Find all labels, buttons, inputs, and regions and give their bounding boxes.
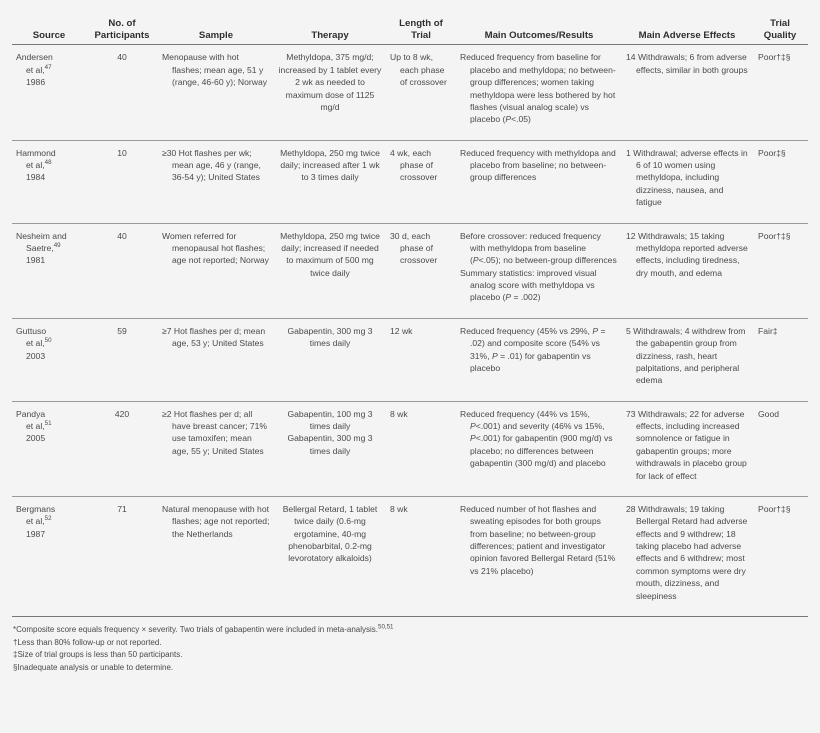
table-row xyxy=(12,401,808,496)
outcome-text: Reduced frequency with methyldopa and placebo from baseline; no between-group differences xyxy=(460,147,616,183)
cell-main-adverse-effects xyxy=(622,318,752,401)
cell-main-adverse-effects xyxy=(622,401,752,496)
table-row xyxy=(12,140,808,223)
table-body xyxy=(12,45,808,617)
cell-sample xyxy=(158,45,274,140)
sample-text: Women referred for menopausal hot flashes; age not reported; Norway xyxy=(162,230,269,266)
trial-quality-value: Poor‡§ xyxy=(758,147,786,158)
cell-main-adverse-effects xyxy=(622,223,752,318)
column-header-source xyxy=(12,18,86,45)
participants-value: 40 xyxy=(117,52,127,63)
source-name: Hammond xyxy=(16,147,56,158)
outcome-text: Reduced frequency (44% vs 15%, P<.001) and severity (46% vs 15%, P<.001) for gabapentin (900 mg/d) vs placebo; no differences between gabapentin (300 mg/d) and placebo xyxy=(460,408,613,469)
table-row xyxy=(12,496,808,616)
therapy-text: Methyldopa, 250 mg twice daily; increased if needed to maximum of 500 mg twice daily xyxy=(280,230,380,278)
cell-main-outcomes xyxy=(456,401,622,496)
cell-sample xyxy=(158,496,274,616)
cell-source xyxy=(12,318,86,401)
cell-therapy xyxy=(274,401,386,496)
trial-quality-value: Good xyxy=(758,408,780,419)
cell-participants xyxy=(86,223,158,318)
footnote-marker: § xyxy=(13,662,18,672)
source-year: 2003 xyxy=(26,350,46,361)
therapy-block xyxy=(278,325,382,350)
header-label-quality-line1: Trial xyxy=(770,18,790,29)
outcome-text: Reduced number of hot flashes and sweating episodes for both groups from baseline; no between-group differences; patient and investigator opinion favored Bellergal Retard (51% vs 21% placebo) xyxy=(460,503,616,576)
source-citation: Saetre,$^{49}$ xyxy=(26,242,61,253)
length-text: 12 wk xyxy=(390,325,413,336)
cell-main-outcomes xyxy=(456,223,622,318)
therapy-text: Methyldopa, 375 mg/d; increased by 1 tablet every 2 wk as needed to maximum dose of 1125 mg/d xyxy=(278,52,382,112)
header-label-length-line2: Trial xyxy=(411,29,431,41)
source-name: Bergmans xyxy=(16,503,56,514)
source-reference-number: 50 xyxy=(44,337,52,345)
therapy-text: Gabapentin, 300 mg 3 times daily xyxy=(287,433,373,456)
header-label-adverse: Main Adverse Effects xyxy=(638,29,736,41)
column-header-length-of-trial xyxy=(386,18,456,45)
source-reference-number: 47 xyxy=(44,63,52,71)
footnote xyxy=(13,649,808,662)
cell-trial-quality xyxy=(752,496,808,616)
cell-source xyxy=(12,45,86,140)
adverse-text: 5 Withdrawals; 4 withdrew from the gabapentin group from dizziness, rash, heart palpitations, and peripheral edema xyxy=(626,325,746,386)
footnote-text: Size of trial groups is less than 50 participants. xyxy=(17,650,183,660)
participants-value: 420 xyxy=(114,408,130,419)
source-reference-number: 52 xyxy=(44,515,52,523)
trial-quality-value: Poor†‡§ xyxy=(758,52,791,63)
header-label-outcomes: Main Outcomes/Results xyxy=(484,29,594,41)
footnote-marker: ‡ xyxy=(13,650,18,660)
cell-trial-quality xyxy=(752,401,808,496)
cell-main-adverse-effects xyxy=(622,45,752,140)
footnote-text: Less than 80% follow-up or not reported. xyxy=(17,637,162,647)
cell-trial-quality xyxy=(752,223,808,318)
therapy-block xyxy=(278,51,382,113)
therapy-block xyxy=(278,230,382,280)
footnote-text: Composite score equals frequency × severity. Two trials of gabapentin were included in meta-analysis. xyxy=(16,624,379,634)
cell-length-of-trial xyxy=(386,223,456,318)
cell-source xyxy=(12,401,86,496)
length-text: 30 d, each phase of crossover xyxy=(390,230,438,266)
cell-source xyxy=(12,140,86,223)
cell-therapy xyxy=(274,496,386,616)
length-text: Up to 8 wk, each phase of crossover xyxy=(390,52,447,88)
participants-value: 40 xyxy=(117,230,127,241)
cell-trial-quality xyxy=(752,45,808,140)
table-header xyxy=(12,18,808,45)
cell-length-of-trial xyxy=(386,496,456,616)
source-citation: et al,$^{48}$ xyxy=(26,159,52,171)
therapy-text: Methyldopa, 250 mg twice daily; increased after 1 wk to 3 times daily xyxy=(280,147,380,183)
table-row xyxy=(12,45,808,140)
footnote-marker: * xyxy=(13,624,17,634)
cell-main-outcomes xyxy=(456,496,622,616)
outcome-text: Before crossover: reduced frequency with methyldopa from baseline (P<.05); no between-group differences xyxy=(460,230,617,266)
cell-sample xyxy=(158,140,274,223)
footnote xyxy=(13,637,808,650)
cell-participants xyxy=(86,45,158,140)
participants-value: 10 xyxy=(117,147,127,158)
evidence-table-container xyxy=(0,18,820,733)
cell-length-of-trial xyxy=(386,140,456,223)
source-name: Nesheim and xyxy=(16,230,67,241)
therapy-block xyxy=(278,408,382,458)
source-citation: et al,$^{47}$ xyxy=(26,63,52,75)
cell-therapy xyxy=(274,45,386,140)
header-label-participants-line1: No. of xyxy=(108,18,136,29)
cell-source xyxy=(12,496,86,616)
column-header-participants xyxy=(86,18,158,45)
cell-main-adverse-effects xyxy=(622,140,752,223)
cell-length-of-trial xyxy=(386,318,456,401)
column-header-therapy xyxy=(274,18,386,45)
cell-source xyxy=(12,223,86,318)
cell-main-outcomes xyxy=(456,45,622,140)
cell-participants xyxy=(86,496,158,616)
source-name: Andersen xyxy=(16,52,53,63)
cell-therapy xyxy=(274,223,386,318)
table-row xyxy=(12,318,808,401)
cell-sample xyxy=(158,401,274,496)
length-text: 4 wk, each phase of crossover xyxy=(390,147,438,183)
source-citation: et al,$^{52}$ xyxy=(26,515,52,527)
trial-quality-value: Poor†‡§ xyxy=(758,503,791,514)
adverse-text: 28 Withdrawals; 19 taking Bellergal Retard had adverse effects and 9 withdrew; 18 taking placebo had adverse effects and 6 withdrew; most common symptoms were dry mouth, dizziness, and sleepiness xyxy=(626,503,748,601)
therapy-text: Gabapentin, 300 mg 3 times daily xyxy=(287,325,373,349)
therapy-text: Gabapentin, 100 mg 3 times daily xyxy=(287,408,373,432)
header-label-source: Source xyxy=(32,29,66,41)
therapy-block xyxy=(278,147,382,184)
sample-text: ≥2 Hot flashes per d; all have breast cancer; 71% use tamoxifen; mean age, 55 y; United States xyxy=(162,408,268,456)
cell-main-adverse-effects xyxy=(622,496,752,616)
participants-value: 59 xyxy=(117,325,127,336)
sample-text: Natural menopause with hot flashes; age not reported; the Netherlands xyxy=(162,503,270,539)
source-reference-number: 51 xyxy=(44,420,52,428)
header-row xyxy=(12,18,808,45)
outcome-text: Reduced frequency (45% vs 29%, P = .02) and composite score (54% vs 31%, P = .01) for gabapentin vs placebo xyxy=(460,325,606,373)
source-year: 1981 xyxy=(26,255,46,266)
cell-sample xyxy=(158,223,274,318)
cell-participants xyxy=(86,401,158,496)
source-year: 1984 xyxy=(26,172,46,183)
source-name: Guttuso xyxy=(16,325,47,336)
sample-text: ≥30 Hot flashes per wk; mean age, 46 y (range, 36-54 y); United States xyxy=(162,147,261,183)
source-reference-number: 49 xyxy=(53,242,61,250)
participants-value: 71 xyxy=(117,503,127,514)
cell-trial-quality xyxy=(752,318,808,401)
table-row xyxy=(12,223,808,318)
header-label-quality-line2: Quality xyxy=(763,29,797,41)
column-header-trial-quality xyxy=(752,18,808,45)
header-label-participants-line2: Participants xyxy=(94,29,150,41)
column-header-main-outcomes xyxy=(456,18,622,45)
header-label-length-line1: Length of xyxy=(399,18,443,29)
adverse-text: 1 Withdrawal; adverse effects in 6 of 10 women using methyldopa, including dizziness, nausea, and fatigue xyxy=(626,147,748,208)
header-label-sample: Sample xyxy=(198,29,234,41)
source-year: 2005 xyxy=(26,433,46,444)
adverse-text: 14 Withdrawals; 6 from adverse effects, similar in both groups xyxy=(626,52,748,75)
source-reference-number: 48 xyxy=(44,159,52,167)
cell-main-outcomes xyxy=(456,318,622,401)
source-year: 1986 xyxy=(26,77,46,88)
cell-sample xyxy=(158,318,274,401)
sample-text: ≥7 Hot flashes per d; mean age, 53 y; United States xyxy=(162,325,266,349)
trial-quality-value: Poor†‡§ xyxy=(758,230,791,241)
footnote xyxy=(13,662,808,675)
adverse-text: 12 Withdrawals; 15 taking methyldopa reported adverse effects, including tiredness, dry mouth, and edema xyxy=(626,230,748,278)
outcome-text: Summary statistics: improved visual analog score with methyldopa vs placebo (P = .002) xyxy=(460,267,597,303)
footnote-reference-number: 50,51 xyxy=(378,623,394,631)
cell-main-outcomes xyxy=(456,140,622,223)
table-footnotes xyxy=(12,624,808,675)
therapy-text: Bellergal Retard, 1 tablet twice daily (0.6-mg ergotamine, 40-mg phenobarbital, 0.2-mg levorotatory alkaloids) xyxy=(282,503,378,564)
footnote-text: Inadequate analysis or unable to determine. xyxy=(17,662,174,672)
length-text: 8 wk xyxy=(390,408,408,419)
cell-length-of-trial xyxy=(386,401,456,496)
length-text: 8 wk xyxy=(390,503,408,514)
cell-participants xyxy=(86,318,158,401)
outcome-text: Reduced frequency from baseline for placebo and methyldopa; no between-group differences; women taking methyldopa were less bothered by hot flashes (visual analog scale) vs placebo (P<.05) xyxy=(460,52,616,125)
footnote xyxy=(13,624,808,637)
source-name: Pandya xyxy=(16,408,46,419)
cell-therapy xyxy=(274,318,386,401)
adverse-text: 73 Withdrawals; 22 for adverse effects, including increased somnolence or fatigue in gabapentin groups; more withdrawals in placebo group for lack of effect xyxy=(626,408,747,481)
column-header-sample xyxy=(158,18,274,45)
cell-participants xyxy=(86,140,158,223)
evidence-table xyxy=(12,18,808,617)
cell-length-of-trial xyxy=(386,45,456,140)
header-label-therapy: Therapy xyxy=(311,29,349,41)
source-citation: et al,$^{51}$ xyxy=(26,420,52,432)
trial-quality-value: Fair‡ xyxy=(758,325,778,336)
cell-therapy xyxy=(274,140,386,223)
source-citation: et al,$^{50}$ xyxy=(26,337,52,349)
cell-trial-quality xyxy=(752,140,808,223)
column-header-main-adverse-effects xyxy=(622,18,752,45)
therapy-block xyxy=(278,503,382,565)
source-year: 1987 xyxy=(26,528,46,539)
footnote-marker: † xyxy=(13,637,18,647)
sample-text: Menopause with hot flashes; mean age, 51 y (range, 46-60 y); Norway xyxy=(162,52,268,88)
